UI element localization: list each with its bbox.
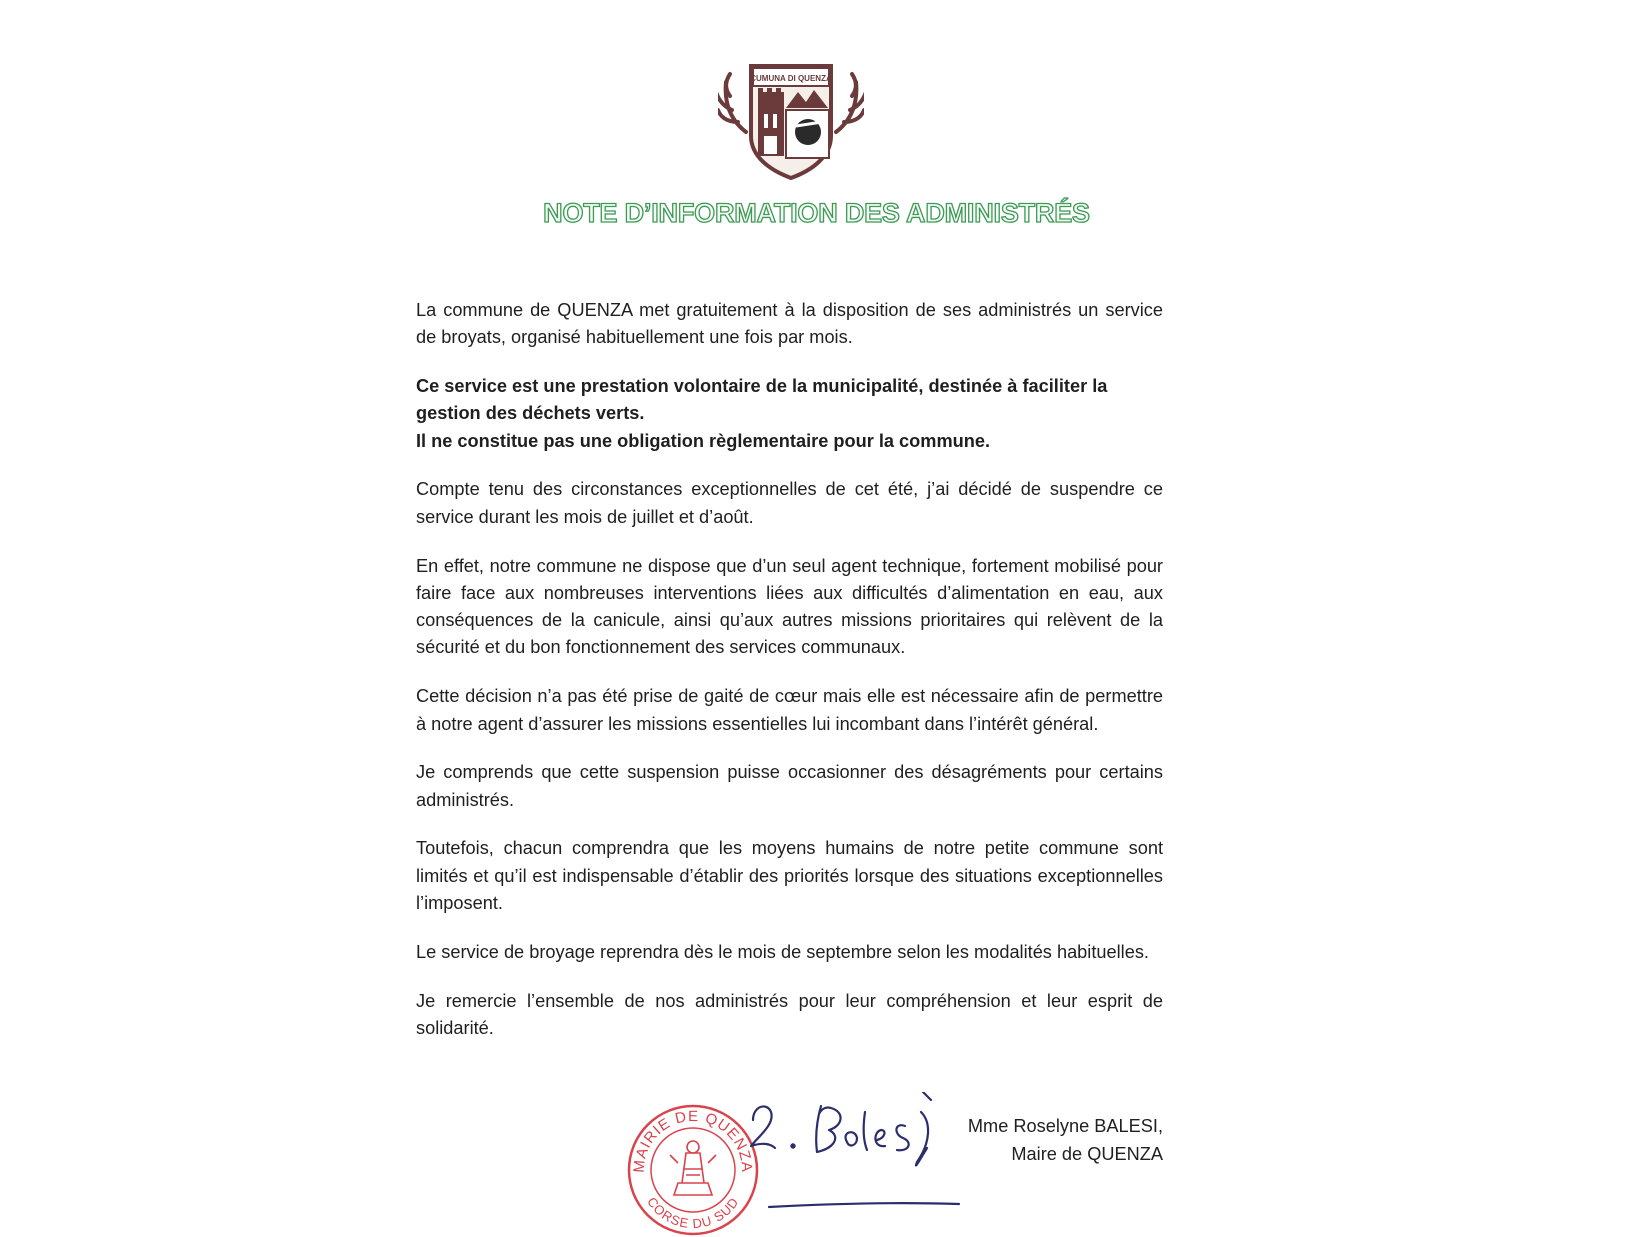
stamp-bottom-text: CORSE DU SUD: [644, 1194, 742, 1232]
paragraph-bold: Il ne constitue pas une obligation règlementaire pour la commune.: [416, 430, 991, 451]
paragraph: Cette décision n’a pas été prise de gaité de cœur mais elle est nécessaire afin de permettre à notre agent d’assurer les missions essentielles lui incombant dans l’intérêt général.: [416, 686, 1163, 734]
signatory-role: Maire de QUENZA: [1011, 1143, 1163, 1164]
paragraph: Je comprends que cette suspension puisse occasionner des désagréments pour certains administrés.: [416, 762, 1163, 810]
paragraph: Compte tenu des circonstances exceptionnelles de cet été, j’ai décidé de suspendre ce service durant les mois de juillet et d’août.: [416, 479, 1163, 527]
svg-text:CORSE DU SUD: [644, 1194, 742, 1231]
document-body: [416, 297, 1163, 1064]
paragraph: Toutefois, chacun comprendra que les moyens humains de notre petite commune sont limités et qu’il est indispensable d’établir des priorités lorsque des situations exceptionnelles l’imposent.: [416, 838, 1163, 914]
signatory-block: [968, 1113, 1163, 1168]
paragraph: Je remercie l’ensemble de nos administrés pour leur compréhension et leur esprit de solidarité.: [416, 990, 1163, 1038]
stamp-top-text: MAIRIE DE QUENZA: [630, 1107, 756, 1174]
official-stamp-icon: [626, 1103, 760, 1237]
paragraph: La commune de QUENZA met gratuitement à la disposition de ses administrés un service de broyats, organisé habituellement une fois par mois.: [416, 300, 1163, 348]
page-title: NOTE D’INFORMATION DES ADMINISTRÉS: [543, 198, 1090, 228]
signatory-name: Mme Roselyne BALESI,: [967, 1116, 1163, 1136]
paragraph: Le service de broyage reprendra dès le mois de septembre selon les modalités habituelles.: [416, 941, 1149, 962]
logo-text: CUMUNA DI QUENZA: [750, 74, 832, 83]
paragraph-bold: Ce service est une prestation volontaire de la municipalité, destinée à faciliter la gestion des déchets verts.: [416, 376, 1108, 424]
paragraph: En effet, notre commune ne dispose que d’un seul agent technique, fortement mobilisé pour faire face aux nombreuses interventions liées aux difficultés d’alimentation en eau, aux conséquences de la canicule, ainsi qu’aux autres missions prioritaires qui relèvent de la sécurité et du bon fonctionnement des services communaux.: [416, 555, 1163, 658]
commune-coat-of-arms-icon: [718, 52, 864, 180]
handwritten-signature-icon: [745, 1092, 975, 1225]
